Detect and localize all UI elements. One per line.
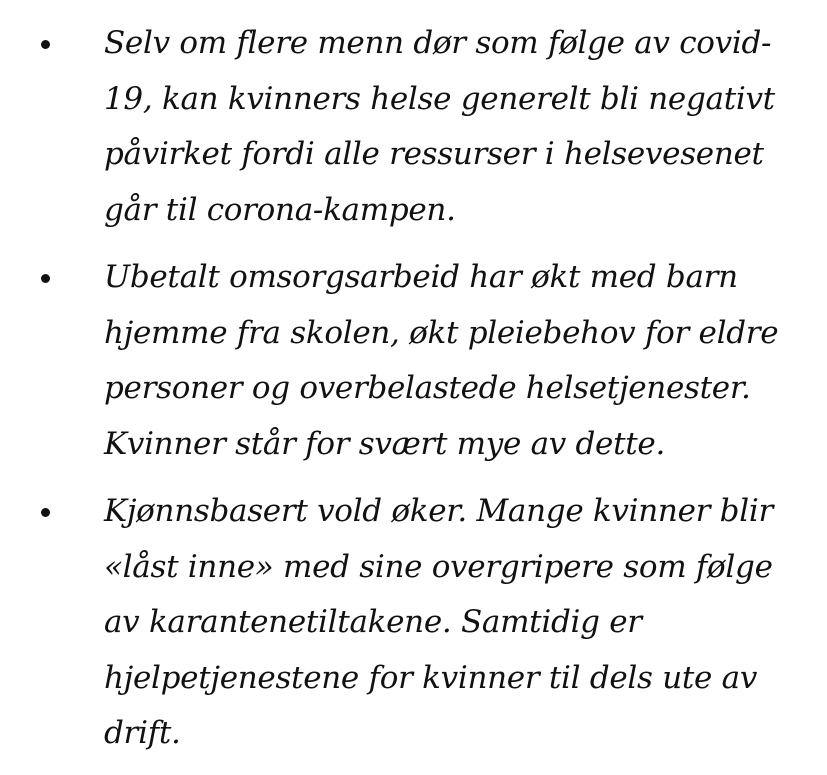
bullet-list <box>0 16 827 774</box>
bullet-icon <box>41 508 50 517</box>
list-item-text: Ubetalt omsorgsarbeid har økt med barn hjemme fra skolen, økt pleiebehov for eldre personer og overbelastede helsetjenester. Kvinner står for svært mye av dette. <box>104 259 779 462</box>
bullet-icon <box>41 274 50 283</box>
list-item-text: Selv om flere menn dør som følge av covid-19, kan kvinners helse generelt bli negativt påvirket fordi alle ressurser i helsevesenet går til corona-kampen. <box>104 25 775 228</box>
list-item <box>0 16 827 238</box>
list-item <box>0 484 827 762</box>
list-item <box>0 250 827 472</box>
bullet-icon <box>41 40 50 49</box>
list-item-text: Kjønnsbasert vold øker. Mange kvinner blir «låst inne» med sine overgripere som følge av karantenetiltakene. Samtidig er hjelpetjenestene for kvinner til dels ute av drift. <box>104 493 773 751</box>
